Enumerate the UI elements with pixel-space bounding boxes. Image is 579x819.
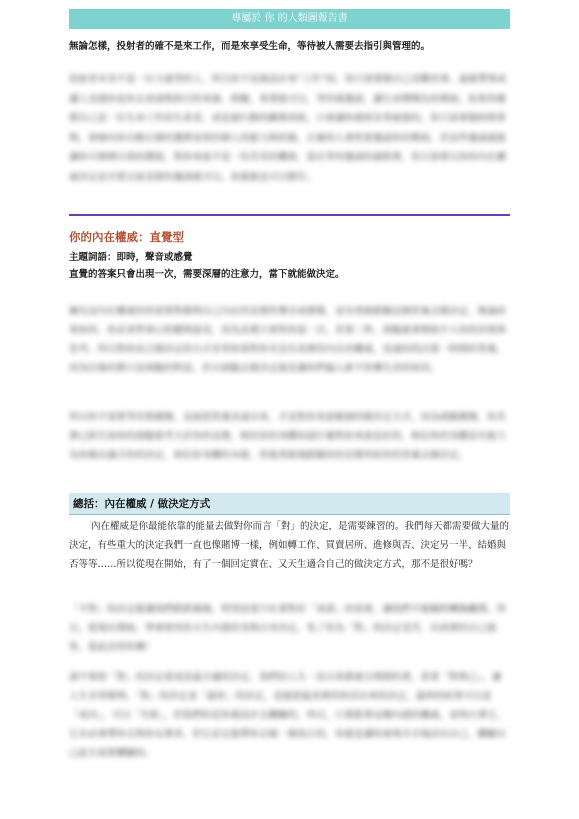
section-divider [69, 214, 510, 216]
page-header [69, 9, 510, 29]
summary-blurred-paragraph-1: 「不對」的決定能讓我們跌跌撞撞，特別是現今社會對於「承諾」的看重，讓我們不能隨時轉換離開，所以，從現在開始，學會使用你天生內建的身與自身決定，免了你為「對」的決定受苦，向真實的自己提售，從此活得快樂！ [69, 604, 507, 653]
authority-title: 你的內在權威：直覺型 [69, 230, 184, 244]
summary-title: 總括：內在權威 / 做決定方式 [73, 498, 211, 510]
summary-title-bar [69, 493, 510, 515]
authority-keywords: 主題詞語：即時，聲音或感覺 [69, 252, 193, 263]
header-title: 專屬於 你 的人類圖報告書 [231, 13, 348, 24]
authority-description: 直覺的答案只會出現一次，需要深層的注意力，當下就能做決定。 [69, 269, 345, 280]
summary-blurred-paragraph-2: 請不要把「對」的決定當成是最合適的決定，我們的人生一直以來都被合理制約著，看著「對與己」，讓人生非常順利。「對」的決定並「最你」的決定，是能把最真實的你活出來的決定，最終的結果可以是「成功」，可以「失敗」，但您們的是你被設計去體驗的，所以，只要跟著這種內建的權威，並明白著它，它未必會帶你去與你妄實者，但它必定能帶你去做一個真正的，你就是讓你展現全全地活出自己，體驗自己此生需要體驗的。 [69, 672, 507, 759]
intro-lead: 無論怎樣，投射者的確不是來工作，而是來享受生命，等待被人需要去指引與管理的。 [69, 41, 431, 52]
authority-blurred-paragraph-2: 所以你不需要等待與猶豫，直接把答案表達出來，才是對你來說健康的做決定方式，因為頭腦猶豫，你其實已經告訴你的頭腦那考大於你的直覺，相信你的身體知道什麼對你來說是好的，相信你的身體是有能力為你做出適合你的決定，相信你身體的本能，然後勇敢地跟隨你的直覺所給你的答案去做決定。 [69, 412, 507, 461]
authority-blurred-paragraph-1: 擁有這內在權威的你需要對都與自己內在的直覺性聲音或感覺，並有勇敢跟隨這個答案去做決定，無論結果如何，你必須學會心聆聽與接受，因為直覺只會對你說一次，若第二秒，頭腦就會開始介入你的決策與思考。所以對你而言做決定的方式非常依靠對你有沒有真實的內在的權威，迅速的找出第一時間的答案，因為往後的都只是頭腦的對話，於以頭腦去做決定就是讓你們偏入新不快樂生活的原因。 [69, 306, 507, 374]
intro-blurred-paragraph: 投射者本身不是一位力量型的人，所以你不是被設計來“工作”的，你只需要做自己喜歡的事，最能帶領或讓人受惠的是你去查詢與指引的來源，經驗，事業版可以，等待被邀請，讓生命慢慢為你開展。如果你總想自己是一位生命工作的生產者，或是被行動的關係消耗，只會讓你感到非常疲倦的，你只需要做時間事物，會傾向你自動自發的選擇並保持個人的能力與狀態，正確的人會欣賞邀請你的幫助，若這些邀請就能讓你可發揮自我的價值，對你來說不是一份苦差的機會，需在等待邀請的過程裡，你只需要以你的內在權威決定是否要去接受那份邀請就可以，你就能也可以勝任。 [69, 74, 507, 183]
summary-paragraph: 內在權威是你最能依靠的能量去做對你而言「對」的決定，是需要練習的。我們每天都需要做大量的決定，有些重大的決定我們一直也像賭博一樣，例如轉工作、買賣居所、進修與否、決定另一半、結婚與否等等……所以從現在開始，有了一個回定實在、又天生適合自己的做決定方式，那不是很好嗎？ [69, 521, 510, 570]
